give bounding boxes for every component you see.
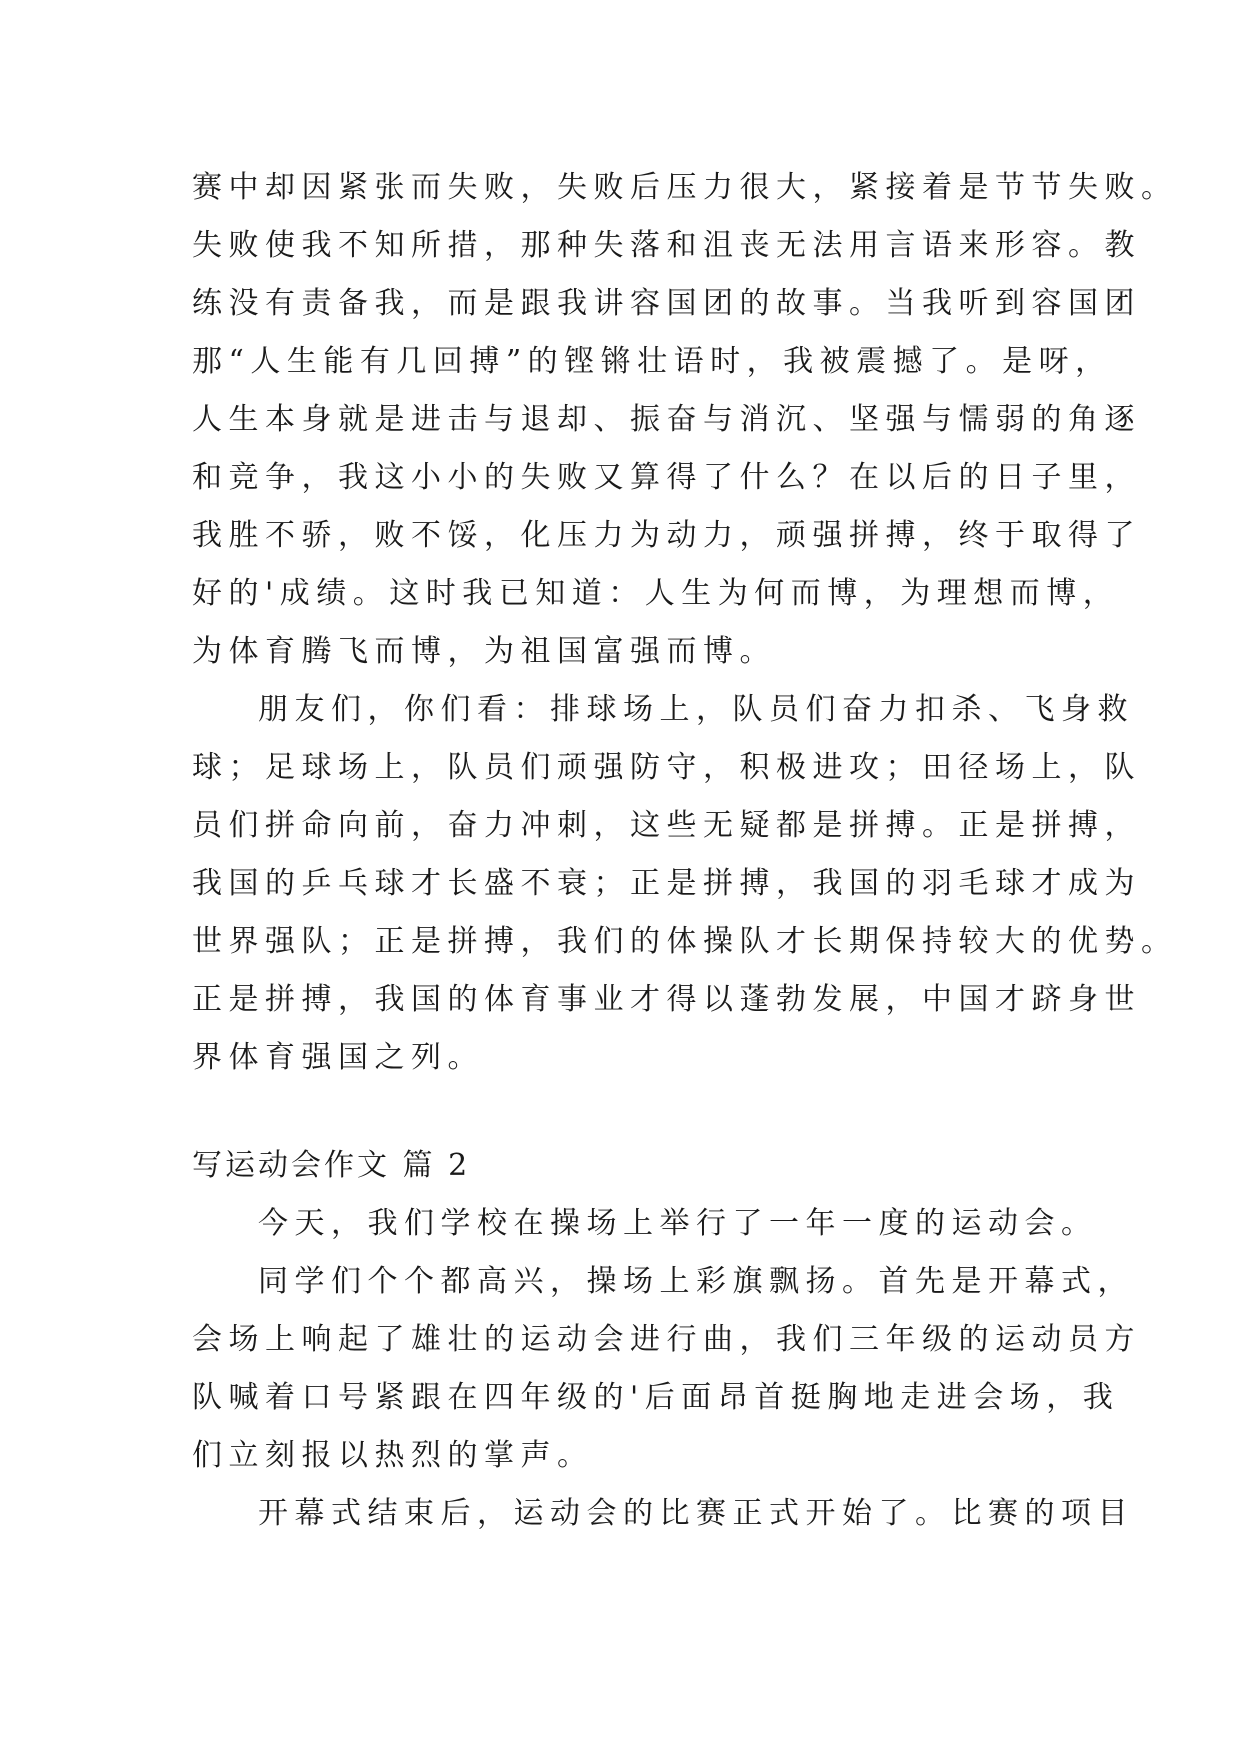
paragraph-line: 那“人生能有几回搏”的铿锵壮语时，我被震撼了。是呀，	[192, 344, 1112, 379]
paragraph-line: 世界强队；正是拼搏，我们的体操队才长期保持较大的优势。	[192, 924, 1178, 959]
paragraph-line: 赛中却因紧张而失败，失败后压力很大，紧接着是节节失败。	[192, 170, 1178, 205]
paragraph-line: 为体育腾飞而博，为祖国富强而博。	[192, 634, 776, 669]
paragraph-line: 朋友们，你们看：排球场上，队员们奋力扣杀、飞身救	[258, 692, 1134, 727]
paragraph-line: 练没有责备我，而是跟我讲容国团的故事。当我听到容国团	[192, 286, 1141, 321]
paragraph-line: 我胜不骄，败不馁，化压力为动力，顽强拼搏，终于取得了	[192, 518, 1141, 553]
paragraph-line: 好的'成绩。这时我已知道：人生为何而博，为理想而博，	[192, 576, 1120, 611]
section-heading: 写运动会作文 篇 2	[192, 1148, 471, 1183]
paragraph-line: 会场上响起了雄壮的运动会进行曲，我们三年级的运动员方	[192, 1322, 1141, 1357]
paragraph-line: 正是拼搏，我国的体育事业才得以蓬勃发展，中国才跻身世	[192, 982, 1141, 1017]
paragraph-line: 员们拼命向前，奋力冲刺，这些无疑都是拼搏。正是拼搏，	[192, 808, 1141, 843]
paragraph-line: 们立刻报以热烈的掌声。	[192, 1438, 594, 1473]
paragraph-line: 人生本身就是进击与退却、振奋与消沉、坚强与懦弱的角逐	[192, 402, 1141, 437]
paragraph-line: 开幕式结束后，运动会的比赛正式开始了。比赛的项目	[258, 1496, 1134, 1531]
paragraph-line: 界体育强国之列。	[192, 1040, 484, 1075]
paragraph-line: 和竞争，我这小小的失败又算得了什么？在以后的日子里，	[192, 460, 1141, 495]
paragraph-line: 同学们个个都高兴，操场上彩旗飘扬。首先是开幕式，	[258, 1264, 1134, 1299]
paragraph-line: 失败使我不知所措，那种失落和沮丧无法用言语来形容。教	[192, 228, 1141, 263]
paragraph-line: 今天，我们学校在操场上举行了一年一度的运动会。	[258, 1206, 1098, 1241]
paragraph-line: 球；足球场上，队员们顽强防守，积极进攻；田径场上，队	[192, 750, 1141, 785]
paragraph-line: 我国的乒乓球才长盛不衰；正是拼搏，我国的羽毛球才成为	[192, 866, 1141, 901]
paragraph-line: 队喊着口号紧跟在四年级的'后面昂首挺胸地走进会场，我	[192, 1380, 1120, 1415]
